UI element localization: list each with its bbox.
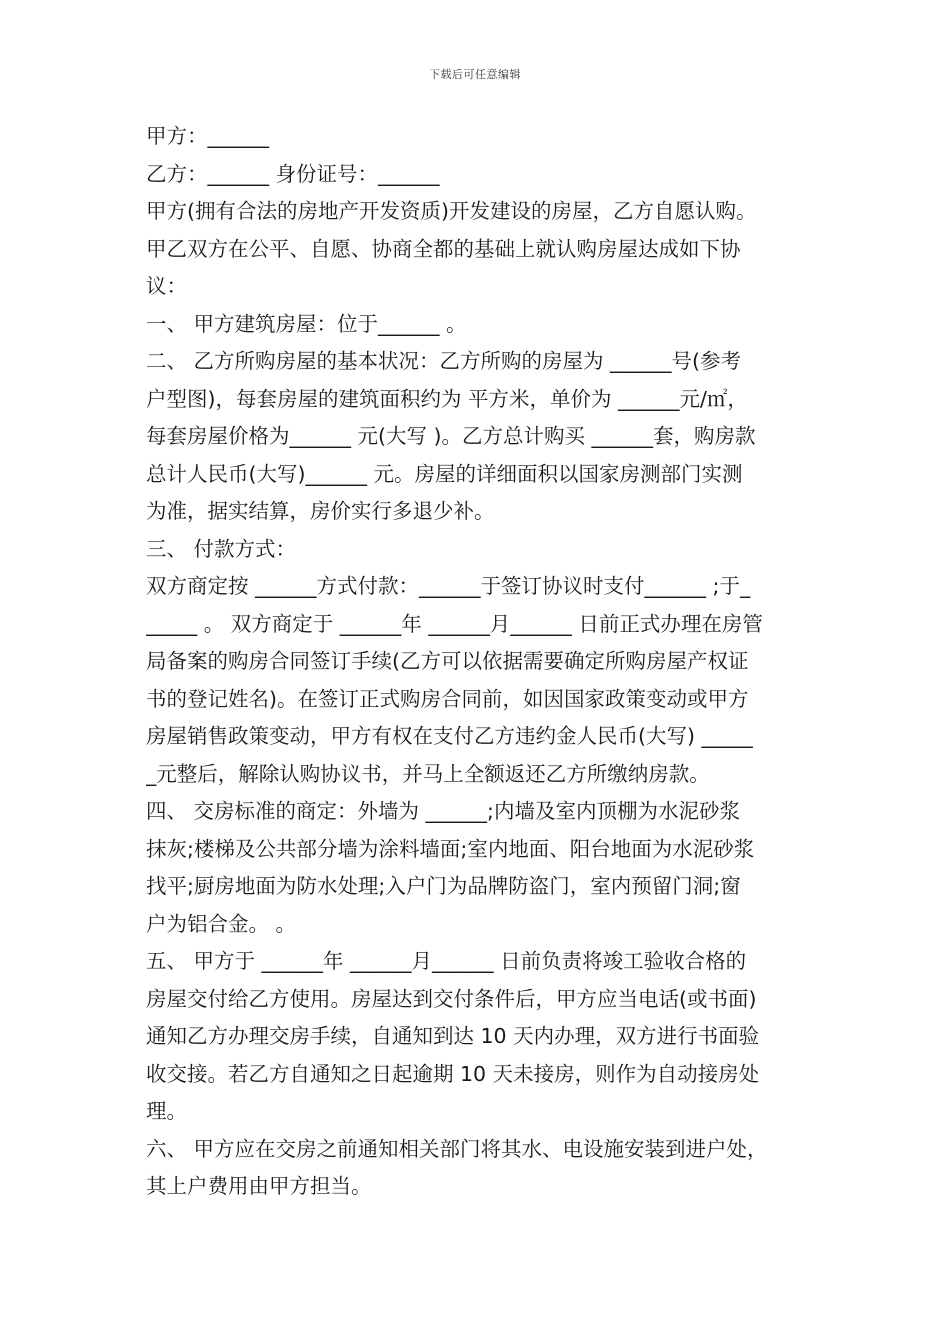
clause-3-heading: 三、 付款方式： — [146, 536, 297, 561]
paragraph-line: 议： — [146, 274, 187, 298]
party-a-line: 甲方：______ — [146, 124, 269, 148]
clause-5-line: 收交接。若乙方自通知之日起逾期 10 天未接房，则作为自动接房处 — [146, 1061, 760, 1086]
clause-4-line: 四、 交房标准的商定：外墙为 ______;内墙及室内顶棚为水泥砂浆 — [146, 799, 740, 823]
clause-3-line: _元整后，解除认购协议书，并马上全额返还乙方所缴纳房款。 — [146, 761, 710, 786]
clause-2-line: 总计人民币(大写)______ 元。房屋的详细面积以国家房测部门实测 — [146, 461, 743, 486]
clause-3-line: 局备案的购房合同签订手续(乙方可以依据需要确定所购房屋产权证 — [146, 649, 749, 673]
clause-2-line: 二、 乙方所购房屋的基本状况：乙方所购的房屋为 ______号(参考 — [146, 349, 742, 373]
clause-3-line: 书的登记姓名)。在签订正式购房合同前，如因国家政策变动或甲方 — [146, 686, 749, 711]
clause-5-line: 五、 甲方于 ______年 ______月______ 日前负责将竣工验收合格的 — [146, 949, 747, 973]
clause-4-line: 户为铝合金。 。 — [146, 911, 297, 936]
page-header: 下载后可任意编辑 — [429, 68, 521, 81]
clause-2-line: 每套房屋价格为______ 元(大写 )。乙方总计购买 ______套，购房款 — [146, 424, 756, 448]
clause-5-line: 通知乙方办理交房手续，自通知到达 10 天内办理，双方进行书面验 — [146, 1024, 760, 1048]
clause-3-line: _____ 。 双方商定于 ______年 ______月______ 日前正式办理在房管 — [146, 611, 763, 636]
paragraph-line: 甲方(拥有合法的房地产开发资质)开发建设的房屋，乙方自愿认购。 — [146, 199, 757, 223]
clause-4-line: 抹灰;楼梯及公共部分墙为涂料墙面;室内地面、阳台地面为水泥砂浆 — [146, 836, 755, 861]
document-body — [146, 118, 814, 1206]
clause-3-line: 房屋销售政策变动，甲方有权在支付乙方违约金人民币(大写) _____ — [146, 724, 753, 748]
clause-6-line: 六、 甲方应在交房之前通知相关部门将其水、电设施安装到进户处， — [146, 1136, 768, 1161]
clause-4-line: 找平;厨房地面为防水处理;入户门为品牌防盗门，室内预留门洞;窗 — [146, 874, 741, 898]
clause-6-line: 其上户费用由甲方担当。 — [146, 1174, 372, 1198]
clause-1-line: 一、 甲方建筑房屋：位于______ 。 — [146, 311, 467, 336]
paragraph-line: 甲乙双方在公平、自愿、协商全都的基础上就认购房屋达成如下协 — [146, 236, 741, 261]
clause-3-line: 双方商定按 ______方式付款：______于签订协议时支付______ ;于_ — [146, 574, 751, 598]
clause-5-line: 理。 — [146, 1099, 187, 1123]
clause-2-line: 户型图)，每套房屋的建筑面积约为 平方米，单价为 ______元/㎡， — [146, 386, 748, 411]
clause-2-line: 为准，据实结算，房价实行多退少补。 — [146, 499, 495, 523]
party-b-line: 乙方：______ 身份证号：______ — [146, 161, 440, 186]
clause-5-line: 房屋交付给乙方使用。房屋达到交付条件后，甲方应当电话(或书面) — [146, 986, 757, 1011]
